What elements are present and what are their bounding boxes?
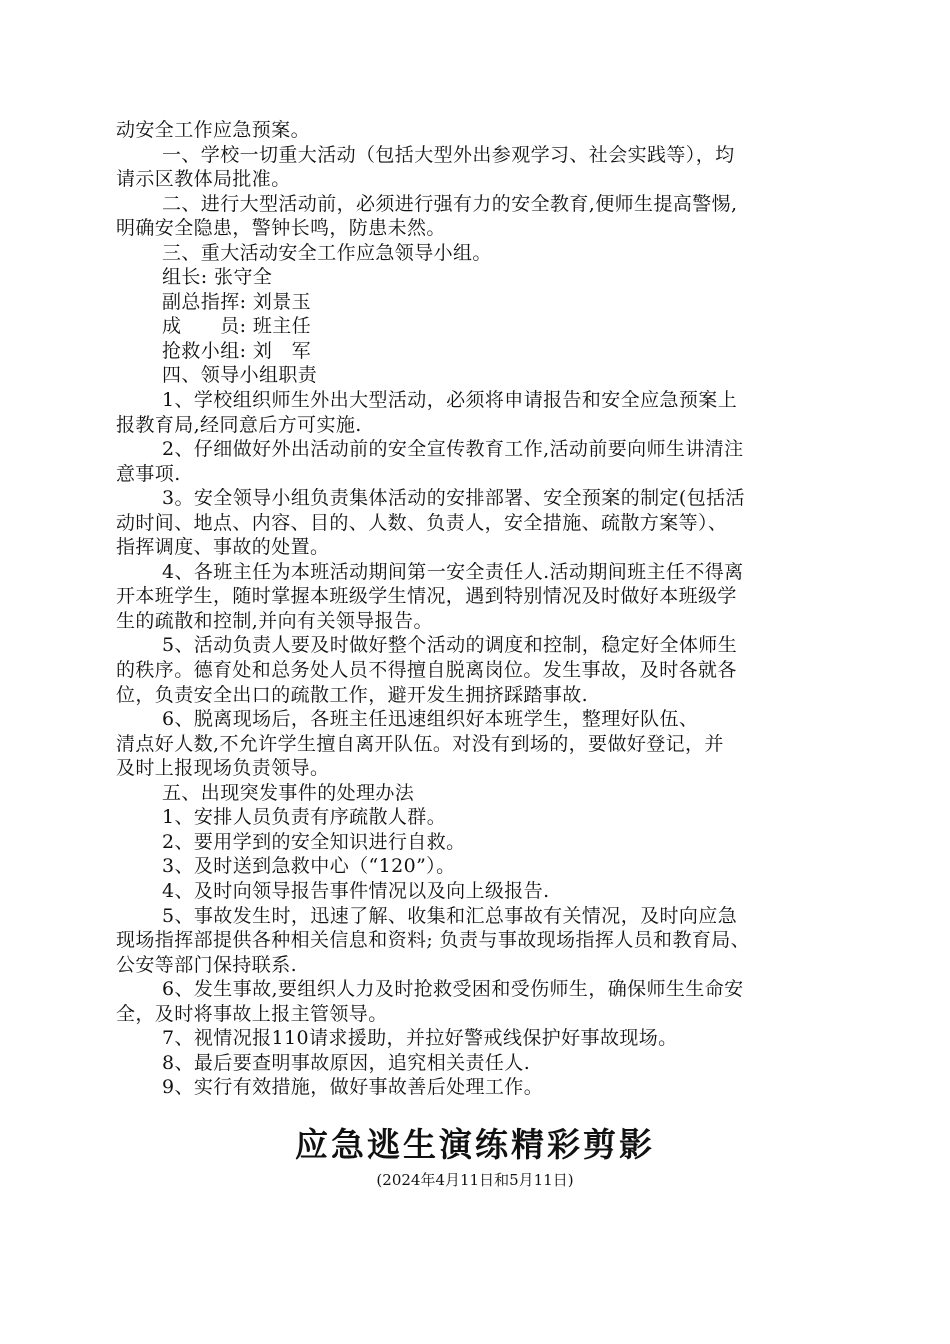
paragraph-line: 现场指挥部提供各种相关信息和资料; 负责与事故现场指挥人员和教育局、: [116, 929, 751, 952]
paragraph-line: 抢救小组: 刘 军: [162, 339, 312, 362]
paragraph-line: 6、发生事故,要组织人力及时抢救受困和受伤师生，确保师生生命安: [162, 978, 744, 1001]
paragraph-line: 动安全工作应急预案。: [116, 119, 311, 141]
paragraph-line: 及时上报现场负责领导。: [116, 757, 330, 780]
paragraph-line: 2、要用学到的安全知识进行自救。: [162, 830, 466, 853]
paragraph-line: 3、及时送到急救中心（“120”）。: [162, 855, 456, 878]
paragraph-line: 二、进行大型活动前，必须进行强有力的安全教育,便师生提高警惕,: [162, 192, 738, 215]
paragraph-line: 副总指挥: 刘景玉: [162, 290, 312, 313]
paragraph-line: 4、及时向领导报告事件情况以及向上级报告.: [162, 879, 550, 902]
paragraph-line: 7、视情况报110请求援助，并拉好警戒线保护好事故现场。: [162, 1027, 678, 1050]
paragraph-line: 五、出现突发事件的处理办法: [162, 781, 415, 804]
paragraph-line: 全，及时将事故上报主管领导。: [116, 1002, 388, 1025]
paragraph-line: 明确安全隐患，警钟长鸣，防患未然。: [116, 217, 446, 240]
paragraph-line: 指挥调度、事故的处置。: [116, 536, 330, 559]
paragraph-line: 意事项.: [116, 462, 181, 485]
paragraph-line: 四、领导小组职责: [162, 364, 318, 387]
paragraph-line: 6、脱离现场后，各班主任迅速组织好本班学生，整理好队伍、: [162, 708, 699, 731]
section-date: (2024年4月11日和5月11日): [376, 1171, 574, 1189]
paragraph-line: 生的疏散和控制,并向有关领导报告。: [116, 609, 433, 632]
paragraph-line: 公安等部门保持联系.: [116, 953, 298, 976]
paragraph-line: 1、学校组织师生外出大型活动，必须将申请报告和安全应急预案上: [162, 389, 738, 412]
paragraph-line: 3。安全领导小组负责集体活动的安排部署、安全预案的制定(包括活: [162, 487, 745, 510]
paragraph-line: 5、事故发生时，迅速了解、收集和汇总事故有关情况，及时向应急: [162, 904, 738, 927]
paragraph-line: 2、仔细做好外出活动前的安全宣传教育工作,活动前要向师生讲清注: [162, 438, 744, 461]
paragraph-line: 三、重大活动安全工作应急领导小组。: [162, 241, 492, 264]
paragraph-line: 1、安排人员负责有序疏散人群。: [162, 806, 447, 829]
paragraph-line: 报教育局,经同意后方可实施.: [116, 413, 362, 436]
paragraph-line: 位，负责安全出口的疏散工作，避开发生拥挤踩踏事故.: [116, 683, 589, 706]
paragraph-line: 动时间、地点、内容、目的、人数、负责人，安全措施、疏散方案等）、: [116, 511, 728, 534]
paragraph-line: 组长: 张守全: [162, 266, 273, 289]
paragraph-line: 清点好人数,不允许学生擅自离开队伍。对没有到场的，要做好登记，并: [116, 732, 724, 755]
section-title: 应急逃生演练精彩剪影: [295, 1125, 655, 1164]
document-body: [116, 118, 838, 1100]
paragraph-line: 请示区教体局批准。: [116, 168, 291, 191]
paragraph-line: 一、学校一切重大活动（包括大型外出参观学习、社会实践等），均: [162, 143, 735, 166]
paragraph-line: 4、各班主任为本班活动期间第一安全责任人.活动期间班主任不得离: [162, 560, 744, 583]
paragraph-line: 8、最后要查明事故原因，追究相关责任人.: [162, 1051, 531, 1074]
paragraph-line: 的秩序。德育处和总务处人员不得擅自脱离岗位。发生事故，及时各就各: [116, 659, 737, 682]
paragraph-line: 5、活动负责人要及时做好整个活动的调度和控制，稳定好全体师生: [162, 634, 738, 657]
paragraph-line: 成 员: 班主任: [162, 315, 312, 338]
paragraph-line: 开本班学生，随时掌握本班级学生情况，遇到特别情况及时做好本班级学: [116, 585, 737, 608]
paragraph-line: 9、实行有效措施，做好事故善后处理工作。: [162, 1076, 544, 1099]
